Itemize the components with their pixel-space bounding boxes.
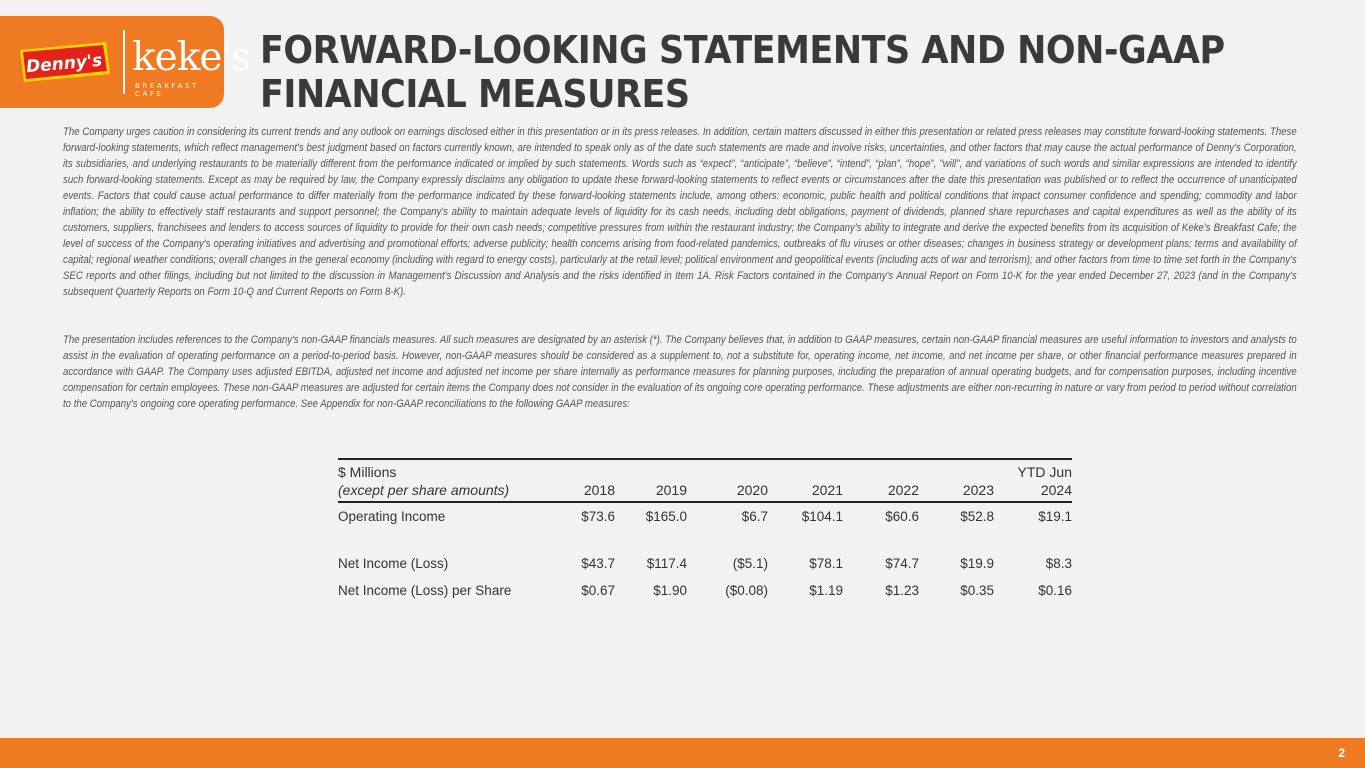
table-cell: $117.4 — [646, 556, 687, 571]
table-cell: $165.0 — [645, 509, 687, 524]
table-cell: ($5.1) — [732, 556, 768, 571]
row-label: Net Income (Loss) — [338, 556, 449, 571]
brand-logo-panel — [0, 16, 251, 108]
kekes-tagline: BREAKFAST CAFE — [135, 82, 199, 98]
table-cell: $19.1 — [1038, 509, 1072, 524]
kekes-logo: keke's — [132, 35, 251, 80]
table-cell: $1.23 — [885, 583, 919, 598]
row-label: Net Income (Loss) per Share — [338, 583, 512, 598]
row-label: Operating Income — [338, 509, 446, 524]
table-cell: $74.7 — [885, 556, 919, 571]
table-cell: $8.3 — [1045, 556, 1072, 571]
dennys-logo-text: Denny's — [25, 50, 104, 78]
dennys-logo — [14, 40, 114, 84]
table-cell: $0.35 — [960, 583, 994, 598]
column-header: 2021 — [811, 482, 843, 498]
footer-bar — [0, 738, 1365, 768]
forward-looking-paragraph: The Company urges caution in considering its current trends and any outlook on earnings disclosed either in this presentation or in its press releases. In addition, certain matters discussed in either this presentation or related press releases may constitute forward-looking statements. These forward-looking statements, which reflect management's best judgment based on factors currently known, are intended to speak only as of the date such statements are made and involve risks, uncertainties, and other factors that may cause the actual performance of Denny's Corporation, its subsidiaries, and underlying restaurants to be materially different from the performance indicated or implied by such statements. Words such as “expect”, “anticipate”, “believe”, “intend”, “plan”, “hope”, "will", and variations of such words and similar expressions are intended to identify such forward-looking statements. Except as may be required by law, the Company expressly disclaims any obligation to update these forward-looking statements to reflect events or circumstances after the date this presentation was published or to reflect the occurrence of unanticipated events. Factors that could cause actual performance to differ materially from the performance indicated by these forward-looking statements include, among others: economic, public health and political conditions that impact consumer confidence and spending; commodity and labor inflation; the ability to effectively staff restaurants and support personnel; the Company's ability to maintain adequate levels of liquidity for its cash needs, including debt obligations, payment of dividends, planned share repurchases and capital expenditures as well as the ability of its customers, suppliers, franchisees and lenders to access sources of liquidity to provide for their own cash needs; competitive pressures from within the restaurant industry; the Company's ability to integrate and derive the expected benefits from its acquisition of Keke's Breakfast Cafe; the level of success of the Company's operating initiatives and advertising and promotional efforts; adverse publicity; health concerns arising from food-related pandemics, outbreaks of flu viruses or other diseases; changes in business strategy or development plans; terms and availability of capital; regional weather conditions; overall changes in the general economy (including with regard to energy costs), particularly at the retail level; political environment and geopolitical events (including acts of war and terrorism); and other factors from time to time set forth in the Company's SEC reports and other filings, including but not limited to the discussion in Management's Discussion and Analysis and the risks identified in Item 1A. Risk Factors contained in the Company's Annual Report on Form 10-K for the year ended December 27, 2023 (and in the Company's subsequent Quarterly Reports on Form 10-Q and Current Reports on Form 8-K). — [63, 126, 1297, 298]
financial-measures-table — [338, 458, 1072, 604]
table-cell: $104.1 — [801, 509, 843, 524]
table-cell: ($0.08) — [725, 583, 768, 598]
table-units-sublabel: (except per share amounts) — [338, 482, 510, 498]
table-cell: $19.9 — [960, 556, 994, 571]
table-cell: $0.67 — [581, 583, 615, 598]
table-units-label: $ Millions — [338, 464, 397, 480]
page-title: FORWARD-LOOKING STATEMENTS AND NON-GAAP FINANCIAL MEASURES — [260, 28, 1225, 116]
table-cell: $60.6 — [885, 509, 919, 524]
table-row — [338, 577, 1072, 604]
column-header: 2023 — [962, 482, 994, 498]
column-header: 2019 — [655, 482, 687, 498]
page-number: 2 — [1338, 746, 1345, 760]
table-row — [338, 550, 1072, 577]
non-gaap-paragraph: The presentation includes references to the Company's non-GAAP financials measures. All such measures are designated by an asterisk (*). The Company believes that, in addition to GAAP measures, certain non-GAAP financial measures are useful information to investors and analysts to assist in the evaluation of operating performance on a period-to-period basis. However, non-GAAP measures should be considered as a supplement to, not a substitute for, operating income, net income, and net income per share, or other financial performance measures prepared in accordance with GAAP. The Company uses adjusted EBITDA, adjusted net income and adjusted net income per share internally as performance measures for planning purposes, including the preparation of annual operating budgets, and for compensation purposes, including incentive compensation for certain employees. These non-GAAP measures are adjusted for certain items the Company does not consider in the evaluation of its ongoing core operating performance. These adjustments are either non-recurring in nature or vary from period to period without correlation to the Company's ongoing core operating performance. See Appendix for non-GAAP reconciliations to the following GAAP measures: — [63, 334, 1297, 410]
table-cell: $1.19 — [809, 583, 843, 598]
table-spacer-row — [338, 530, 1072, 550]
logo-divider — [123, 30, 125, 94]
table-cell: $73.6 — [581, 509, 615, 524]
table-cell: $78.1 — [809, 556, 843, 571]
table-header-row — [338, 459, 1072, 502]
column-header: 2018 — [583, 482, 615, 498]
column-header: YTD Jun 2024 — [1017, 464, 1072, 498]
table-cell: $0.16 — [1038, 583, 1072, 598]
table-cell: $1.90 — [653, 583, 687, 598]
column-header: 2020 — [736, 482, 768, 498]
column-header: 2022 — [887, 482, 919, 498]
table-cell: $52.8 — [960, 509, 994, 524]
spacer-cell — [338, 530, 1072, 550]
table-row — [338, 502, 1072, 530]
table-cell: $6.7 — [741, 509, 768, 524]
table-header-label — [338, 459, 552, 502]
table-cell: $43.7 — [581, 556, 615, 571]
